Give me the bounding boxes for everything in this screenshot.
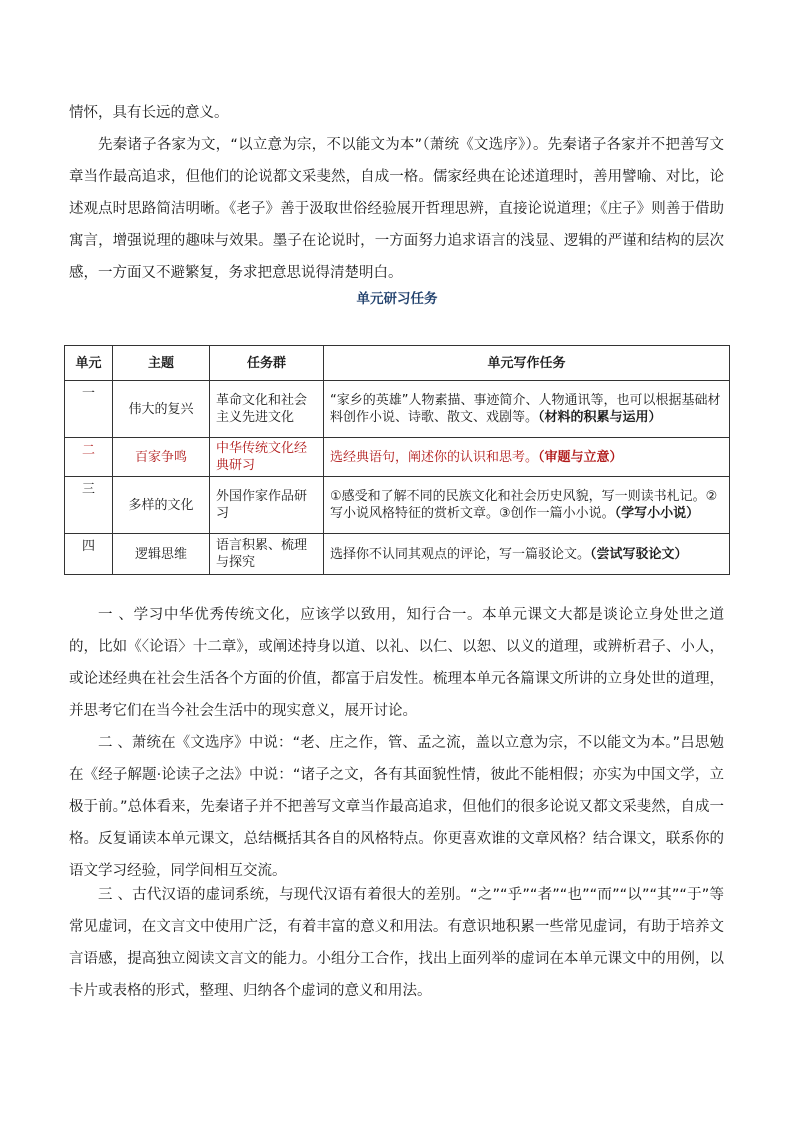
cell-task [324,438,730,477]
header-group: 任务群 [210,346,324,381]
cell-theme: 伟大的复兴 [113,381,210,438]
task-focus: （审题与立意） [538,449,623,465]
cell-task [324,534,730,575]
task-focus: （学写小小说） [614,506,700,521]
table-row [65,534,730,575]
task-paragraph-1: 一 、学习中华优秀传统文化，应该学以致用，知行合一。本单元课文大都是谈论立身处世之道的，比如《〈论语〉十二章》，或阐述持身以道、以礼、以仁、以恕、以义的道理，或辨析君子、小人，或论述经典在社会生活各个方面的价值，都富于启发性。梳理本单元各篇课文所讲的立身处世的道理，并思考它们在当今社会生活中的现实意义，展开讨论。 [69,607,724,719]
cell-unit: 四 [65,534,113,575]
task-paragraph-3: 三 、古代汉语的虚词系统，与现代汉语有着很大的差别。“之”“乎”“者”“也”“而”“以”“其”“于”等常见虚词，在文言文中使用广泛，有着丰富的意义和用法。有意识地积累一些常见虚词，有助于培养文言语感，提高独立阅读文言文的能力。小组分工合作，找出上面列举的虚词在本单元课文中的用例，以卡片或表格的形式，整理、归纳各个虚词的意义和用法。 [69,887,724,999]
cell-theme: 多样的文化 [113,477,210,534]
cell-task [324,477,730,534]
task-focus: （材料的积累与运用） [538,410,662,425]
cell-unit: 二 [65,438,113,477]
cell-group: 中华传统文化经典研习 [210,438,324,477]
cell-group: 革命文化和社会主义先进文化 [210,381,324,438]
table-row [65,381,730,438]
cell-unit: 一 [65,381,113,438]
header-task: 单元写作任务 [324,346,730,381]
table-row [65,477,730,534]
cell-theme: 逻辑思维 [113,534,210,575]
task-text: 选经典语句，阐述你的认识和思考。 [330,449,539,465]
task-text: 选择你不认同其观点的评论，写一篇驳论文。 [330,546,591,562]
cell-group: 语言积累、梳理与探究 [210,534,324,575]
cell-unit: 三 [65,477,113,534]
cell-group: 外国作家作品研习 [210,477,324,534]
task-text: ①感受和了解不同的民族文化和社会历史风貌，写一则读书札记。②写小说风格特征的赏析文章。③创作一篇小小说。 [330,489,718,521]
cell-theme: 百家争鸣 [113,438,210,477]
task-paragraph-2: 二 、萧统在《文选序》中说：“老、庄之作，管、孟之流，盖以立意为宗，不以能文为本。”吕思勉在《经子解题·论读子之法》中说：“诸子之文，各有其面貌性情，彼此不能相假；亦实为中国文学，立极于前。”总体看来，先秦诸子并不把善写文章当作最高追求，但他们的很多论说又都文采斐然，自成一格。反复诵读本单元课文，总结概括其各自的风格特点。你更喜欢谁的文章风格？结合课文，联系你的语文学习经验，同学间相互交流。 [69,735,724,879]
table-row [65,438,730,477]
unit-task-table [64,345,730,575]
header-unit: 单元 [65,346,113,381]
cell-task [324,381,730,438]
intro-paragraph: 先秦诸子各家为文，“以立意为宗，不以能文为本”（萧统《文选序》）。先秦诸子各家并不把善写文章当作最高追求，但他们的论说都文采斐然，自成一格。儒家经典在论述道理时，善用譬喻、对比，论述观点时思路简洁明晰。《老子》善于汲取世俗经验展开哲理思辨，直接论说道理；《庄子》则善于借助寓言，增强说理的趣味与效果。墨子在论说时，一方面努力追求语言的浅显、逻辑的严谨和结构的层次感，一方面又不避繁复，务求把意思说得清楚明白。 [69,137,724,281]
table-header-row [65,346,730,381]
header-theme: 主题 [113,346,210,381]
task-text: “家乡的英雄”人物素描、事迹简介、人物通讯等，也可以根据基础材料创作小说、诗歌、散文、戏剧等。 [330,393,721,425]
intro-line: 情怀，具有长远的意义。 [69,105,229,121]
section-title: 单元研习任务 [356,291,438,307]
task-focus: （尝试写驳论文） [590,546,688,562]
